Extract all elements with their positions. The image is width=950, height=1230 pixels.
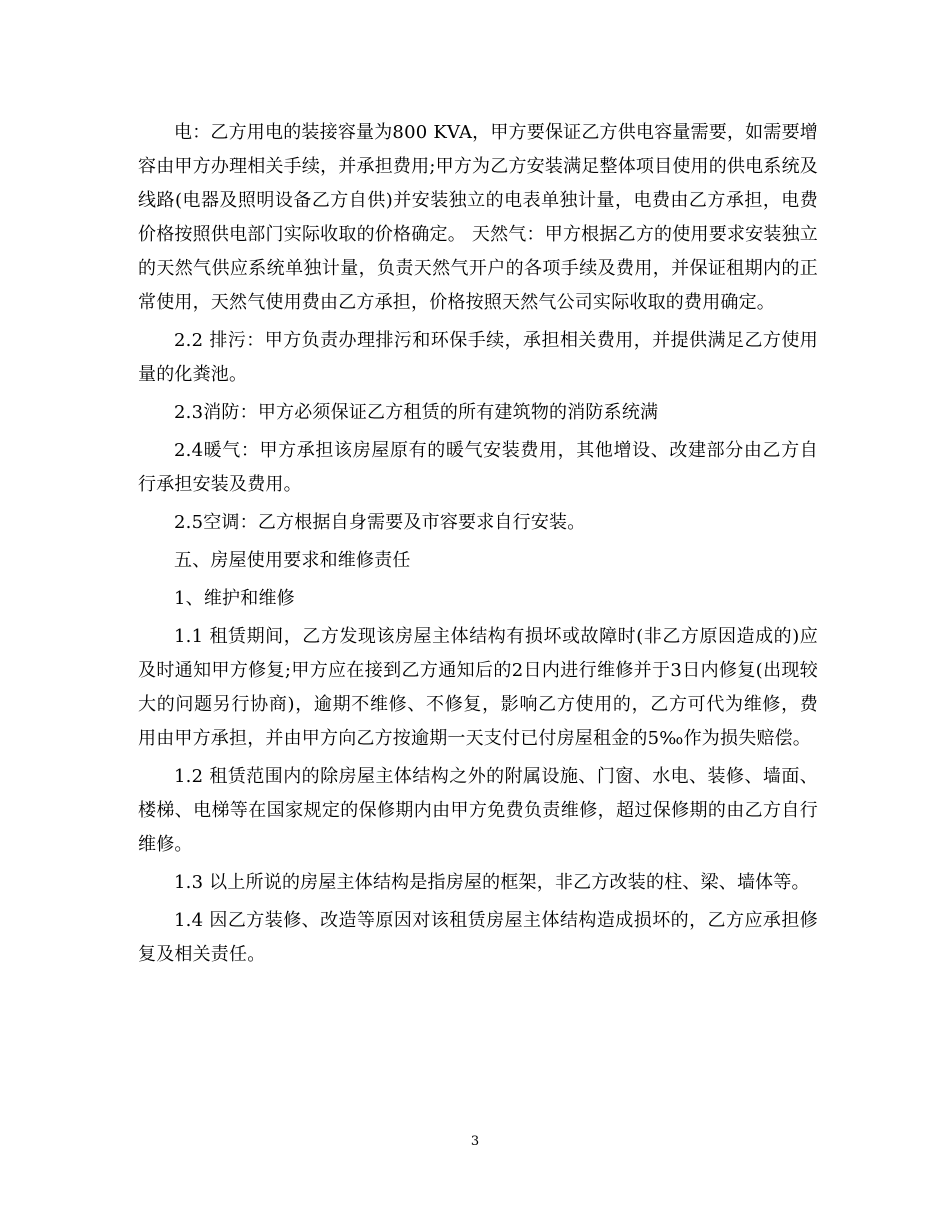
paragraph-1-4-damage-liability: 1.4 因乙方装修、改造等原因对该租赁房屋主体结构造成损坏的，乙方应承担修复及相关责任。 [138,910,818,965]
paragraph-1-2-ancillary-repair: 1.2 租赁范围内的除房屋主体结构之外的附属设施、门窗、水电、装修、墙面、楼梯、电梯等在国家规定的保修期内由甲方免费负责维修，超过保修期的由乙方自行维修。 [138,766,818,855]
paragraph-2-4-heating: 2.4暖气：甲方承担该房屋原有的暖气安装费用，其他增设、改建部分由乙方自行承担安装及费用。 [138,440,818,495]
paragraph-utilities-electricity-gas: 电：乙方用电的装接容量为800 KVA，甲方要保证乙方供电容量需要，如需要增容由甲方办理相关手续，并承担费用;甲方为乙方安装满足整体项目使用的供电系统及线路(电器及照明设备乙方自供)并安装独立的电表单独计量，电费由乙方承担，电费价格按照供电部门实际收取的价格确定。 天然气：甲方根据乙方的使用要求安装独立的天然气供应系统单独计量，负责天然气开户的各项手续及费用，并保证租期内的正常使用，天然气使用费由乙方承担，价格按照天然气公司实际收取的费用确定。 [138,122,818,313]
paragraph-2-3-fire-protection: 2.3消防：甲方必须保证乙方租赁的所有建筑物的消防系统满 [174,402,659,423]
page-number: 3 [470,1134,480,1149]
paragraph-2-2-sewage: 2.2 排污：甲方负责办理排污和环保手续，承担相关费用，并提供满足乙方使用量的化粪池。 [138,330,818,385]
paragraph-1-1-structural-repair: 1.1 租赁期间，乙方发现该房屋主体结构有损坏或故障时(非乙方原因造成的)应及时通知甲方修复;甲方应在接到乙方通知后的2日内进行维修并于3日内修复(出现较大的问题另行协商)，逾期不维修、不修复，影响乙方使用的，乙方可代为维修，费用由甲方承担，并由甲方向乙方按逾期一天支付已付房屋租金的5‰作为损失赔偿。 [138,626,818,749]
document-body [138,116,818,976]
paragraph-2-5-air-conditioning: 2.5空调：乙方根据自身需要及市容要求自行安装。 [174,512,586,533]
paragraph-1-3-main-structure-definition: 1.3 以上所说的房屋主体结构是指房屋的框架，非乙方改装的柱、梁、墙体等。 [174,872,810,893]
subsection-heading-maintenance: 1、维护和维修 [174,588,295,609]
section-heading-usage-and-repair: 五、房屋使用要求和维修责任 [174,550,411,571]
